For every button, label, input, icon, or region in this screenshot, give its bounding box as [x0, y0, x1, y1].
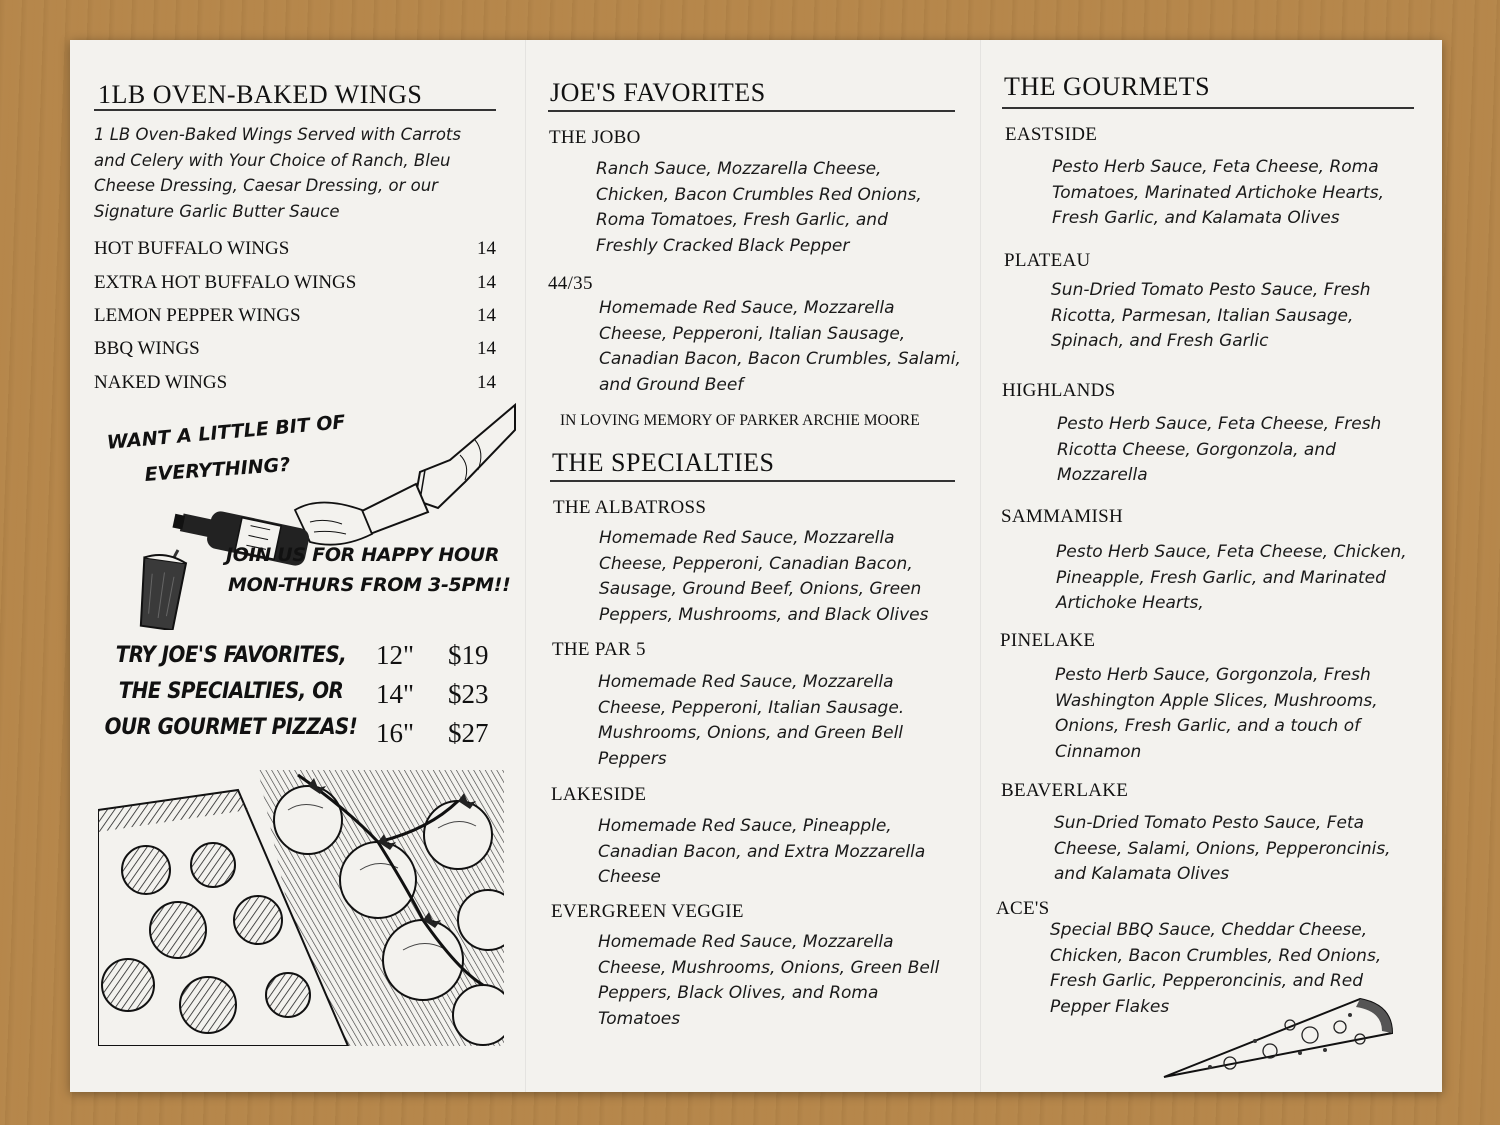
wing-item-name: NAKED WINGS: [94, 372, 228, 393]
wing-item-price: 14: [477, 338, 496, 359]
description-line: Pesto Herb Sauce, Feta Cheese, Fresh: [1057, 414, 1382, 434]
gourmet-item-description: [1055, 663, 1378, 765]
description-line: Peppers, Mushrooms, and Black Olives: [599, 604, 929, 625]
wing-item-name: LEMON PEPPER WINGS: [94, 305, 301, 326]
pricing-promo: [86, 638, 376, 746]
wing-item-price: 14: [477, 272, 496, 293]
memorial-line: IN LOVING MEMORY OF PARKER ARCHIE MOORE: [560, 412, 920, 429]
description-line: Ranch Sauce, Mozzarella Cheese,: [596, 159, 882, 179]
wing-item-name: BBQ WINGS: [94, 338, 200, 359]
description-line: Cheese, Pepperoni, Italian Sausage.: [598, 697, 905, 718]
description-line: Homemade Red Sauce, Mozzarella: [598, 932, 894, 952]
specialty-item-name: THE ALBATROSS: [553, 497, 707, 518]
pizza-price: $23: [448, 679, 489, 709]
description-line: Homemade Red Sauce, Mozzarella: [599, 298, 895, 318]
wing-item-price: 14: [477, 305, 496, 326]
specialty-item-description: [599, 526, 928, 628]
description-line: Peppers: [598, 748, 667, 769]
pizza-size: 14": [376, 679, 415, 709]
description-line: Cinnamon: [1055, 741, 1142, 762]
happy-hour-invite-line: JOIN US FOR HAPPY HOUR: [226, 544, 500, 566]
wing-item-price: 14: [477, 372, 496, 393]
description-line: Cheese, Pepperoni, Canadian Bacon,: [599, 553, 913, 574]
wings-description: [94, 122, 461, 224]
specialty-item-description: [598, 670, 904, 772]
description-line: Tomatoes: [598, 1008, 681, 1029]
description-line: Pepper Flakes: [1050, 996, 1170, 1017]
description-line: Mozzarella: [1057, 465, 1148, 485]
pricing-prices: [448, 636, 489, 753]
description-line: Peppers, Black Olives, and Roma: [598, 983, 879, 1003]
description-line: Artichoke Hearts,: [1056, 593, 1204, 613]
description-line: Spinach, and Fresh Garlic: [1051, 331, 1269, 351]
wing-item: [94, 372, 496, 394]
pizza-price: $19: [448, 640, 489, 670]
pizza-price: $27: [448, 718, 489, 748]
gourmet-item-description: [1056, 540, 1407, 617]
gourmet-item-name: ACE'S: [996, 898, 1050, 919]
description-line: and Ground Beef: [599, 374, 744, 395]
gourmet-item-description: [1051, 278, 1371, 355]
gourmet-item-name: SAMMAMISH: [1001, 506, 1124, 527]
description-line: Cheese, Pepperoni, Italian Sausage,: [599, 323, 906, 344]
description-line: Chicken, Bacon Crumbles Red Onions,: [596, 184, 922, 205]
specialty-item-name: LAKESIDE: [551, 784, 647, 805]
description-line: Onions, Fresh Garlic, and a touch of: [1055, 716, 1361, 736]
description-line: Fresh Garlic, and Kalamata Olives: [1052, 208, 1340, 228]
description-line: Washington Apple Slices, Mushrooms,: [1055, 690, 1378, 711]
gourmets-title-rule: [1002, 107, 1414, 109]
gourmets-title: THE GOURMETS: [1004, 72, 1211, 101]
fold-line: [980, 40, 981, 1092]
description-line: Homemade Red Sauce, Mozzarella: [599, 528, 895, 548]
description-line: Cheese: [598, 867, 661, 887]
description-line: Pesto Herb Sauce, Feta Cheese, Chicken,: [1056, 542, 1407, 562]
pricing-promo-line: TRY JOE'S FAVORITES,: [115, 643, 347, 668]
wings-description-line: and Celery with Your Choice of Ranch, Bleu: [94, 150, 451, 170]
description-line: Pesto Herb Sauce, Gorgonzola, Fresh: [1055, 665, 1371, 685]
specialty-item-description: [598, 930, 939, 1032]
description-line: Sun-Dried Tomato Pesto Sauce, Fresh: [1051, 280, 1371, 300]
description-line: Sausage, Ground Beef, Onions, Green: [599, 579, 922, 599]
favorite-item-description: [596, 157, 922, 259]
gourmet-item-description: [1054, 811, 1391, 888]
wing-item: [94, 305, 496, 327]
description-line: Freshly Cracked Black Pepper: [596, 235, 850, 256]
gourmet-item-description: [1057, 412, 1381, 489]
specialties-title-rule: [550, 480, 955, 482]
gourmet-item-name: HIGHLANDS: [1002, 380, 1116, 401]
wing-item: [94, 338, 496, 360]
description-line: Ricotta Cheese, Gorgonzola, and: [1057, 439, 1336, 460]
pricing-promo-line: OUR GOURMET PIZZAS!: [104, 715, 358, 740]
wing-item-price: 14: [477, 238, 496, 259]
wings-title: 1LB OVEN-BAKED WINGS: [98, 80, 423, 109]
fold-line: [525, 40, 526, 1092]
description-line: Tomatoes, Marinated Artichoke Hearts,: [1052, 182, 1384, 203]
description-line: Sun-Dried Tomato Pesto Sauce, Feta: [1054, 813, 1365, 833]
description-line: Homemade Red Sauce, Pineapple,: [598, 816, 892, 836]
specialty-item-name: EVERGREEN VEGGIE: [551, 901, 744, 922]
pizza-size: 16": [376, 718, 415, 748]
gourmet-item-name: PLATEAU: [1004, 250, 1091, 271]
description-line: Pesto Herb Sauce, Feta Cheese, Roma: [1052, 157, 1379, 177]
description-line: Cheese, Mushrooms, Onions, Green Bell: [598, 957, 940, 978]
wing-item: [94, 238, 496, 260]
description-line: Homemade Red Sauce, Mozzarella: [598, 672, 894, 692]
wings-description-line: Signature Garlic Butter Sauce: [94, 201, 340, 221]
wing-item-name: HOT BUFFALO WINGS: [94, 238, 290, 259]
description-line: Roma Tomatoes, Fresh Garlic, and: [596, 210, 888, 230]
favorites-title-rule: [548, 110, 955, 112]
menu-sheet: [70, 40, 1442, 1092]
gourmet-item-name: BEAVERLAKE: [1001, 780, 1129, 801]
gourmet-item-name: EASTSIDE: [1005, 124, 1098, 145]
pricing-promo-line: THE SPECIALTIES, OR: [118, 679, 344, 704]
favorites-title: JOE'S FAVORITES: [550, 78, 766, 107]
wing-item-name: EXTRA HOT BUFFALO WINGS: [94, 272, 357, 293]
specialties-title: THE SPECIALTIES: [552, 448, 775, 477]
happy-hour-invite-line: MON-THURS FROM 3-5PM!!: [228, 574, 511, 596]
description-line: Chicken, Bacon Crumbles, Red Onions,: [1050, 945, 1382, 966]
description-line: Pineapple, Fresh Garlic, and Marinated: [1056, 567, 1386, 588]
wing-item: [94, 272, 496, 294]
description-line: and Kalamata Olives: [1054, 864, 1230, 884]
description-line: Mushrooms, Onions, and Green Bell: [598, 723, 904, 743]
description-line: Ricotta, Parmesan, Italian Sausage,: [1051, 305, 1354, 326]
specialty-item-name: THE PAR 5: [552, 639, 646, 660]
description-line: Canadian Bacon, and Extra Mozzarella: [598, 841, 926, 862]
wings-title-rule: [94, 109, 496, 111]
description-line: Fresh Garlic, Pepperoncinis, and Red: [1050, 971, 1364, 991]
pizza-slice-illustration: [1160, 995, 1400, 1081]
favorite-item-name: THE JOBO: [549, 127, 641, 148]
gourmet-item-description: [1052, 155, 1384, 232]
happy-hour-question-line: EVERYTHING?: [144, 453, 291, 486]
wings-description-line: Cheese Dressing, Caesar Dressing, or our: [94, 176, 438, 195]
happy-hour-question-line: WANT A LITTLE BIT OF: [106, 411, 347, 454]
wings-description-line: 1 LB Oven-Baked Wings Served with Carrots: [94, 125, 461, 144]
pizza-tomato-illustration: [98, 770, 504, 1046]
specialty-item-description: [598, 814, 925, 891]
description-line: Special BBQ Sauce, Cheddar Cheese,: [1050, 920, 1368, 940]
favorite-item-description: [599, 296, 961, 398]
description-line: Canadian Bacon, Bacon Crumbles, Salami,: [599, 349, 961, 369]
description-line: Cheese, Salami, Onions, Pepperoncinis,: [1054, 838, 1391, 859]
pricing-sizes: [376, 636, 414, 753]
favorite-item-name: 44/35: [548, 273, 593, 294]
pizza-size: 12": [376, 640, 415, 670]
gourmet-item-name: PINELAKE: [1000, 630, 1096, 651]
